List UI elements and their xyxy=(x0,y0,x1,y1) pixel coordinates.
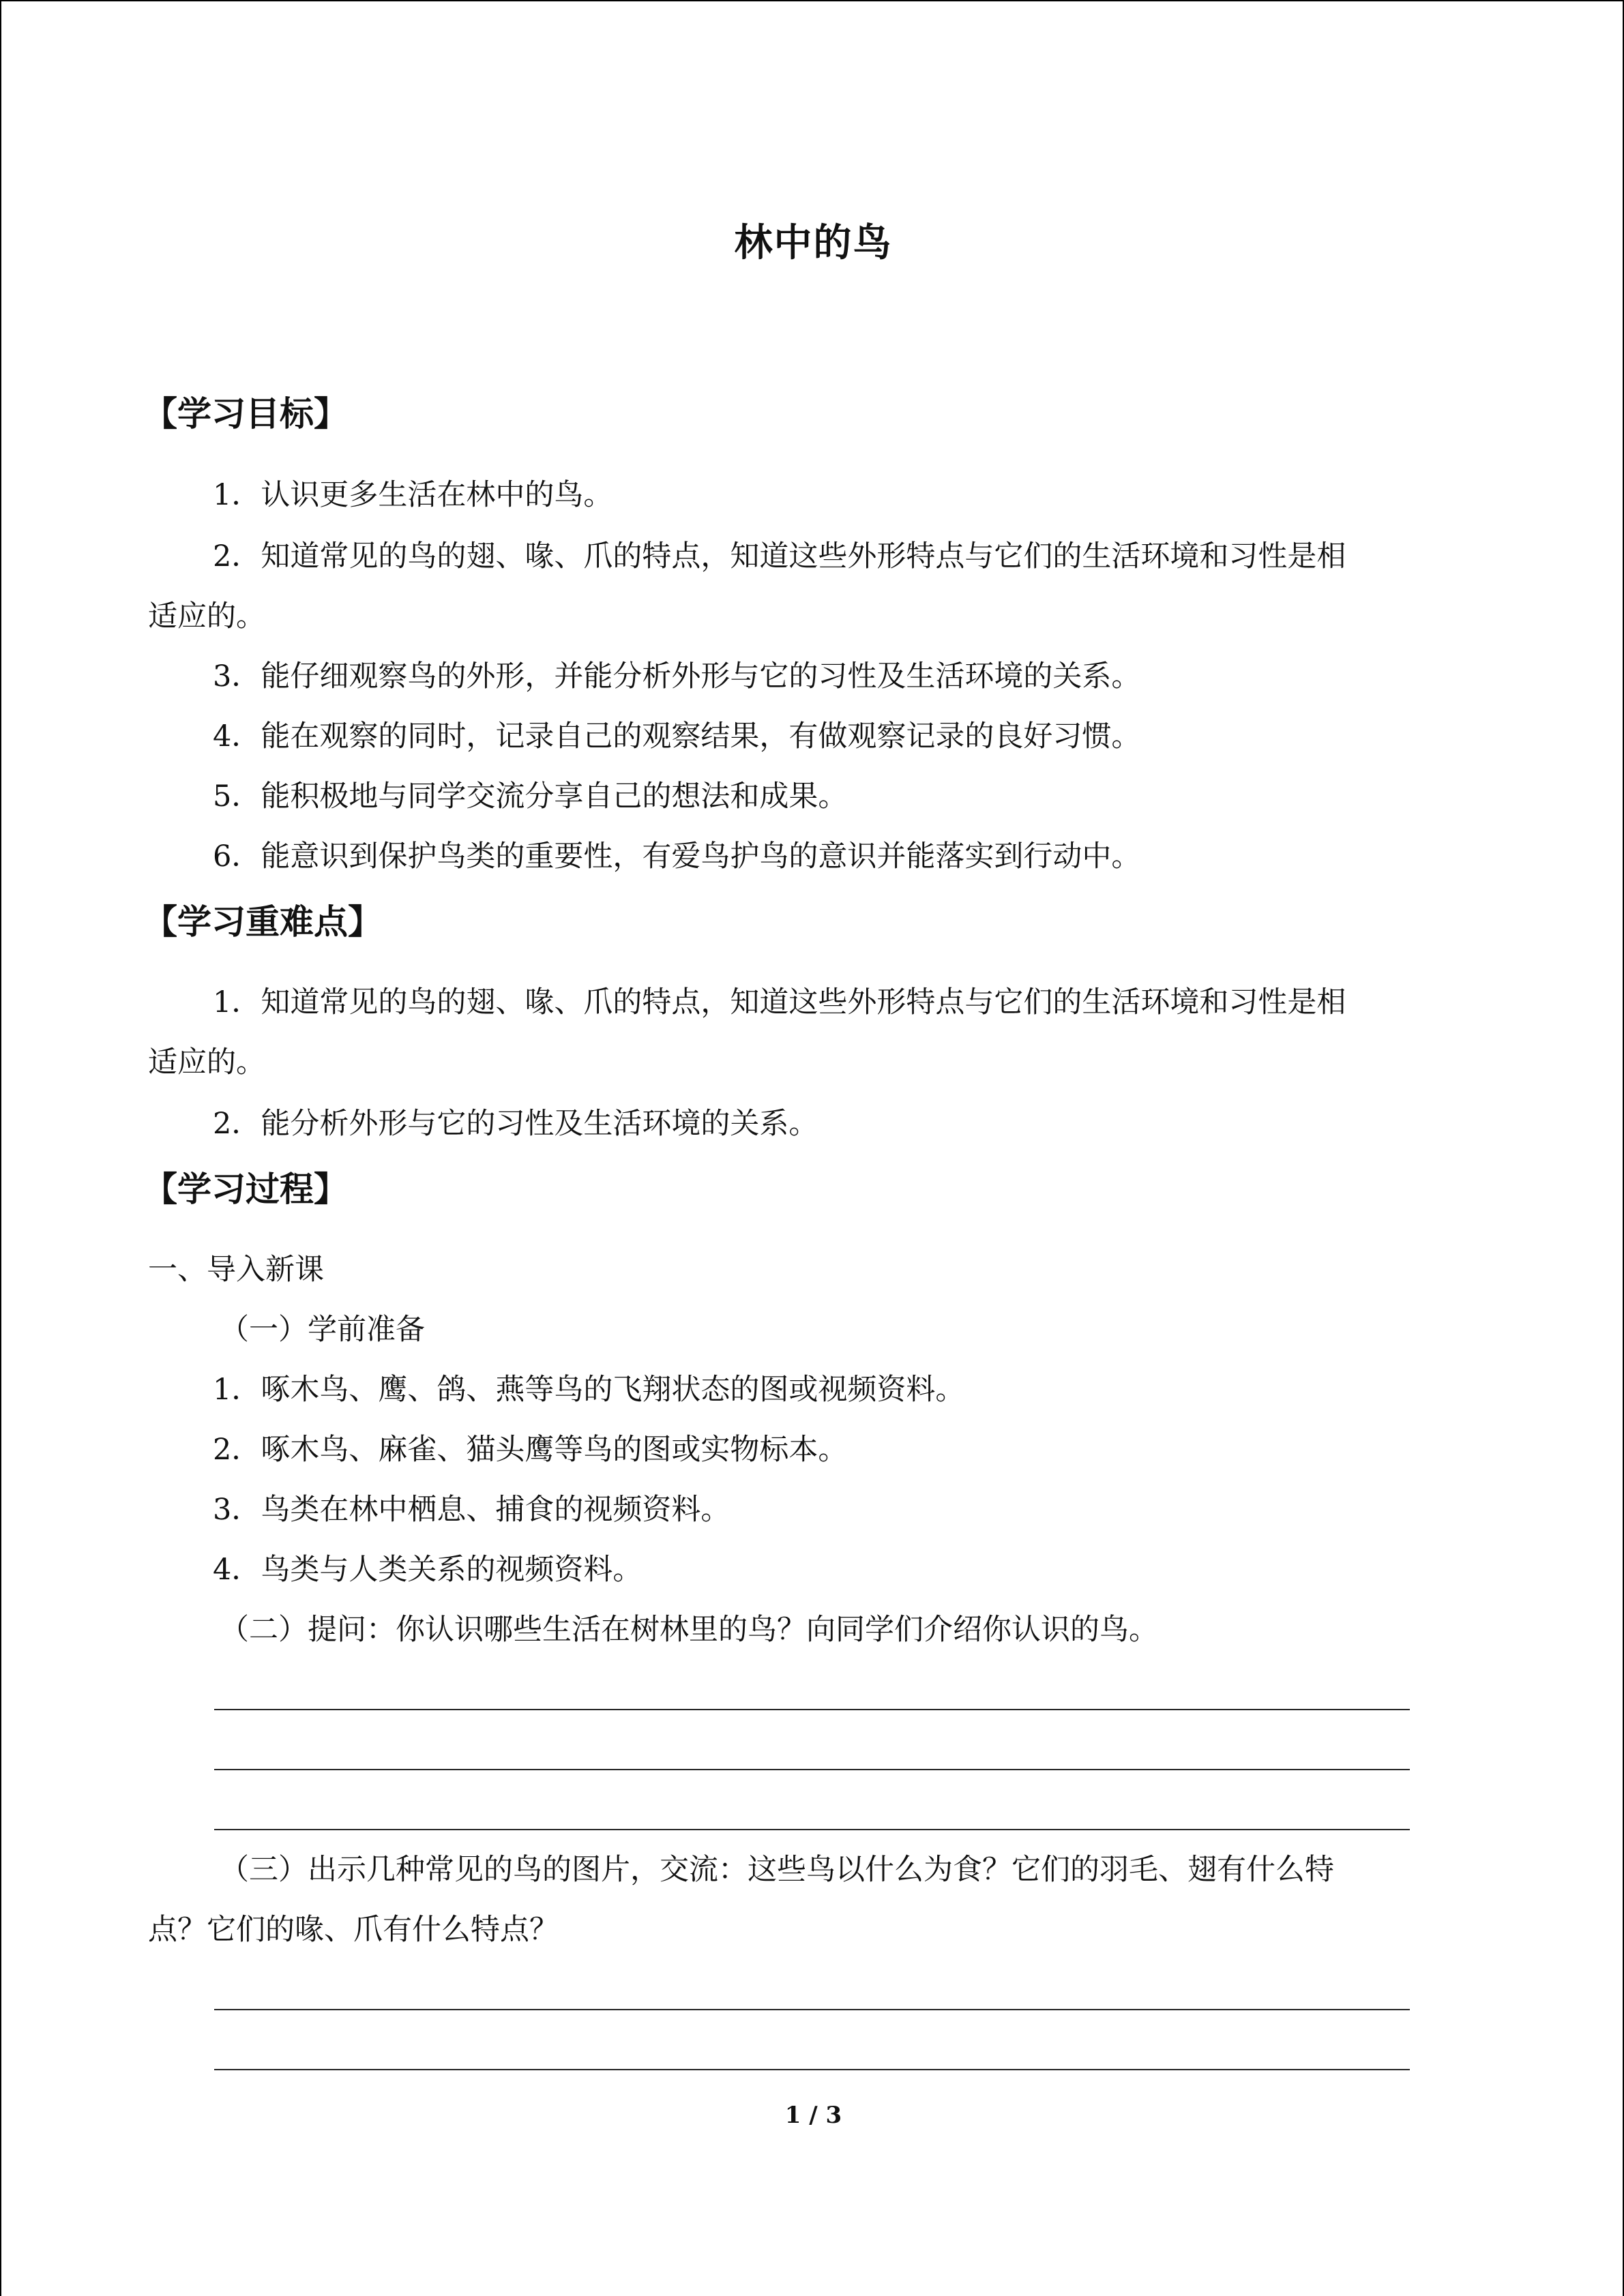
answer-line[interactable] xyxy=(214,1829,1410,1830)
page-number: 1 / 3 xyxy=(784,2102,842,2129)
answer-line[interactable] xyxy=(214,1709,1410,1710)
answer-line[interactable] xyxy=(214,2069,1410,2070)
section-heading-goals: 【学习目标】 xyxy=(143,394,348,434)
goal-item-6: 6．能意识到保护鸟类的重要性，有爱鸟护鸟的意识并能落实到行动中。 xyxy=(213,839,1141,874)
section-heading-key-points: 【学习重难点】 xyxy=(143,902,382,942)
prep-item-2: 2．啄木鸟、麻雀、猫头鹰等鸟的图或实物标本。 xyxy=(213,1433,848,1467)
key-point-1-cont: 适应的。 xyxy=(148,1045,265,1079)
key-point-2: 2．能分析外形与它的习性及生活环境的关系。 xyxy=(213,1107,818,1141)
goal-item-4: 4．能在观察的同时，记录自己的观察结果，有做观察记录的良好习惯。 xyxy=(213,719,1141,754)
answer-line[interactable] xyxy=(214,2009,1410,2010)
prep-item-3: 3．鸟类在林中栖息、捕食的视频资料。 xyxy=(213,1493,730,1527)
section-heading-process: 【学习过程】 xyxy=(143,1169,348,1209)
answer-line[interactable] xyxy=(214,1769,1410,1770)
process-sub-3-cont: 点？它们的喙、爪有什么特点？ xyxy=(148,1913,559,1947)
prep-item-1: 1．啄木鸟、鹰、鸽、燕等鸟的飞翔状态的图或视频资料。 xyxy=(213,1373,965,1407)
goal-item-2: 2．知道常见的鸟的翅、喙、爪的特点，知道这些外形特点与它们的生活环境和习性是相 xyxy=(213,539,1346,573)
goal-item-5: 5．能积极地与同学交流分享自己的想法和成果。 xyxy=(213,779,848,814)
process-part-1: 一、导入新课 xyxy=(148,1253,324,1287)
process-sub-2: （二）提问：你认识哪些生活在树林里的鸟？向同学们介绍你认识的鸟。 xyxy=(220,1613,1158,1647)
key-point-1: 1．知道常见的鸟的翅、喙、爪的特点，知道这些外形特点与它们的生活环境和习性是相 xyxy=(213,985,1346,1019)
goal-item-3: 3．能仔细观察鸟的外形，并能分析外形与它的习性及生活环境的关系。 xyxy=(213,659,1141,694)
process-sub-3: （三）出示几种常见的鸟的图片，交流：这些鸟以什么为食？它们的羽毛、翅有什么特 xyxy=(220,1853,1334,1887)
goal-item-2-cont: 适应的。 xyxy=(148,599,265,633)
page-title: 林中的鸟 xyxy=(734,221,893,265)
goal-item-1: 1．认识更多生活在林中的鸟。 xyxy=(213,478,613,512)
process-sub-1: （一）学前准备 xyxy=(220,1313,425,1347)
prep-item-4: 4．鸟类与人类关系的视频资料。 xyxy=(213,1553,643,1587)
